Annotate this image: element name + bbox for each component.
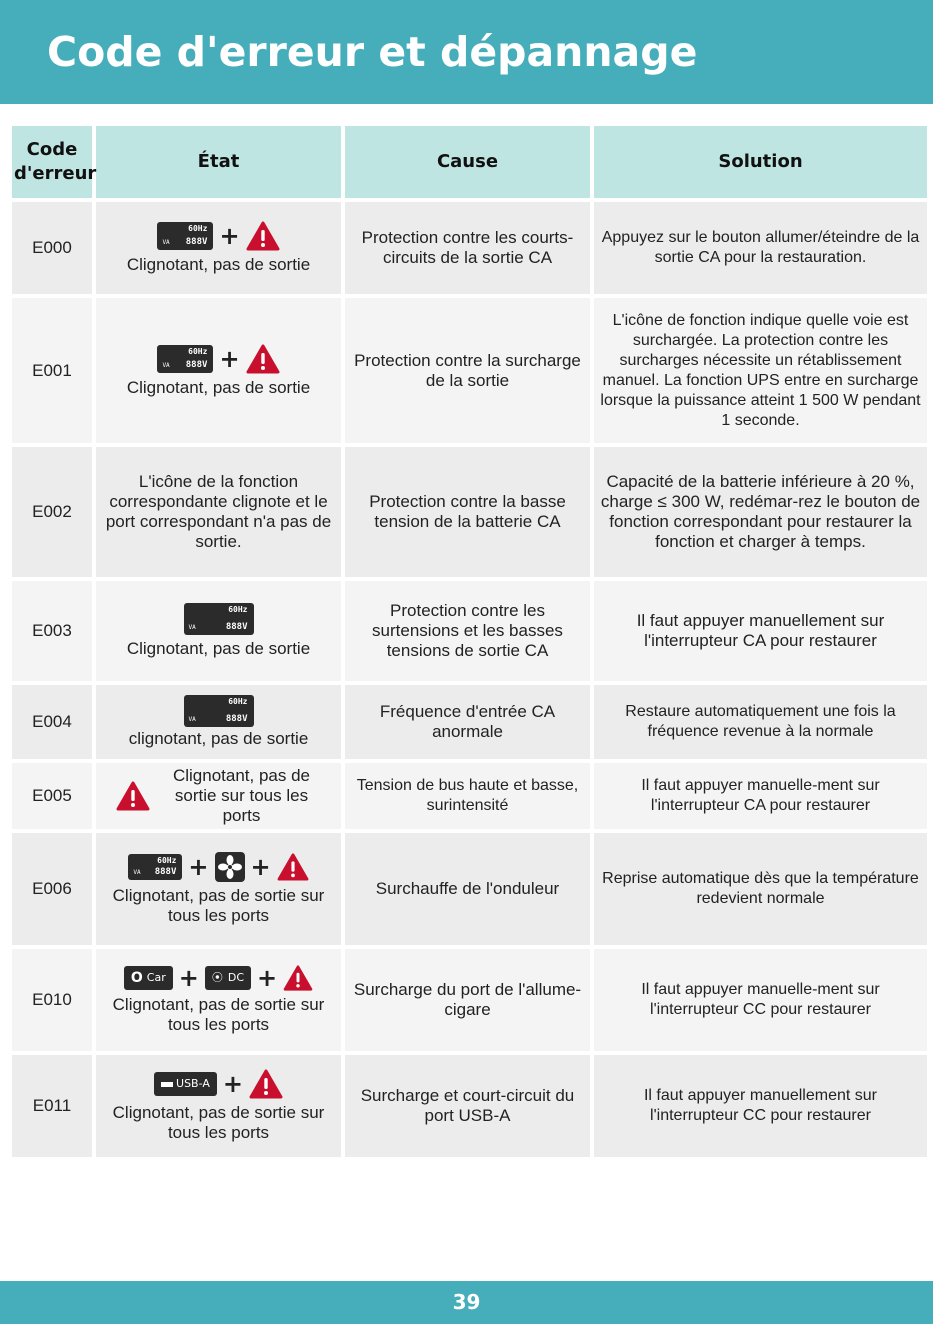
state-inline [100,766,337,826]
header-code: Code d'erreur [12,126,92,198]
plus-sign: + [222,1070,243,1098]
solution-cell: Il faut appuyer manuellement sur l'interrupteur CA pour restaurer [594,581,927,681]
cause-cell: Tension de bus haute et basse, surintensité [345,763,590,829]
error-code: E003 [12,581,92,681]
error-code: E006 [12,833,92,945]
warning-icon [249,1069,283,1099]
solution-cell: Capacité de la batterie inférieure à 20 %, charge ≤ 300 W, redémar-rez le bouton de fonction correspondant pour restaurer la fonction et charger à temps. [594,447,927,577]
state-cell [96,581,341,681]
solution-cell: Reprise automatique dès que la température redevient normale [594,833,927,945]
state-text: Clignotant, pas de sortie [126,255,311,274]
state-cell [96,685,341,759]
display-icon: 60Hz VA 888V [157,222,213,250]
plus-sign: + [188,853,209,881]
state-icons [100,344,337,374]
error-code-table [8,122,931,1161]
page-header [0,0,933,104]
table-row [12,1055,927,1157]
state-icons [100,695,337,727]
car-port-icon: O Car [124,966,173,990]
solution-cell: Appuyez sur le bouton allumer/éteindre de la sortie CA pour la restauration. [594,202,927,294]
display-icon: 60Hz VA 888V [128,854,182,880]
header-cause: Cause [345,126,590,198]
error-code: E005 [12,763,92,829]
cause-cell: Protection contre la surcharge de la sortie [345,298,590,443]
state-text: Clignotant, pas de sortie sur tous les ports [112,886,325,925]
plus-sign: + [178,964,199,992]
table-row [12,298,927,443]
cause-cell: Protection contre les courts-circuits de la sortie CA [345,202,590,294]
solution-cell: Restaure automatiquement une fois la fréquence revenue à la normale [594,685,927,759]
table-row [12,447,927,577]
cause-cell: Protection contre les surtensions et les basses tensions de sortie CA [345,581,590,681]
state-cell: L'icône de la fonction correspondante clignote et le port correspondant n'a pas de sortie. [96,447,341,577]
table-header-row [12,126,927,198]
usb-a-port-icon: USB-A [154,1072,217,1096]
display-icon: 60Hz VA 888V [184,603,254,635]
table-row [12,763,927,829]
state-icons [100,852,337,882]
state-icons [100,1069,337,1099]
error-code: E011 [12,1055,92,1157]
error-code: E004 [12,685,92,759]
header-state: État [96,126,341,198]
state-cell [96,202,341,294]
state-cell [96,949,341,1051]
table-row [12,202,927,294]
table-row [12,581,927,681]
cause-cell: Surcharge du port de l'allume-cigare [345,949,590,1051]
cause-cell: Fréquence d'entrée CA anormale [345,685,590,759]
solution-cell: Il faut appuyer manuellement sur l'interrupteur CC pour restaurer [594,1055,927,1157]
warning-icon [246,221,280,251]
state-text: Clignotant, pas de sortie [126,639,311,658]
warning-icon [283,965,313,991]
plus-sign: + [219,222,240,250]
error-code: E002 [12,447,92,577]
state-text: clignotant, pas de sortie [128,729,309,748]
page-title: Code d'erreur et dépannage [47,28,698,76]
table-row [12,685,927,759]
plus-sign: + [250,853,271,881]
cause-cell: Surcharge et court-circuit du port USB-A [345,1055,590,1157]
header-solution: Solution [594,126,927,198]
warning-icon [277,853,309,881]
fan-icon [215,852,245,882]
state-text: Clignotant, pas de sortie sur tous les ports [112,1103,325,1142]
cause-cell: Surchauffe de l'onduleur [345,833,590,945]
plus-sign: + [219,344,240,373]
page-footer [0,1281,933,1324]
state-icons [100,603,337,635]
state-icons [100,221,337,251]
error-code: E000 [12,202,92,294]
display-icon: 60Hz VA 888V [157,345,213,373]
state-cell [96,763,341,829]
table-row [12,833,927,945]
plus-sign: + [257,964,278,992]
page-number: 39 [452,1290,481,1314]
state-cell [96,298,341,443]
state-text: Clignotant, pas de sortie [126,377,311,397]
error-code: E010 [12,949,92,1051]
state-cell [96,1055,341,1157]
solution-cell: Il faut appuyer manuelle-ment sur l'interrupteur CA pour restaurer [594,763,927,829]
error-code: E001 [12,298,92,443]
state-cell [96,833,341,945]
warning-icon [246,344,280,374]
display-icon: 60Hz VA 888V [184,695,254,727]
table-row [12,949,927,1051]
cause-cell: Protection contre la basse tension de la batterie CA [345,447,590,577]
solution-cell: Il faut appuyer manuelle-ment sur l'interrupteur CC pour restaurer [594,949,927,1051]
dc-port-icon: ⦿ DC [205,966,251,990]
state-icons [100,965,337,991]
solution-cell: L'icône de fonction indique quelle voie est surchargée. La protection contre les surcharges nécessite un rétablissement manuel. La fonction UPS entre en surcharge lorsque la puissance atteint 1 500 W pendant 1 seconde. [594,298,927,443]
state-text: Clignotant, pas de sortie sur tous les ports [112,995,325,1034]
warning-icon [116,781,150,811]
state-text: Clignotant, pas de sortie sur tous les ports [172,766,311,825]
